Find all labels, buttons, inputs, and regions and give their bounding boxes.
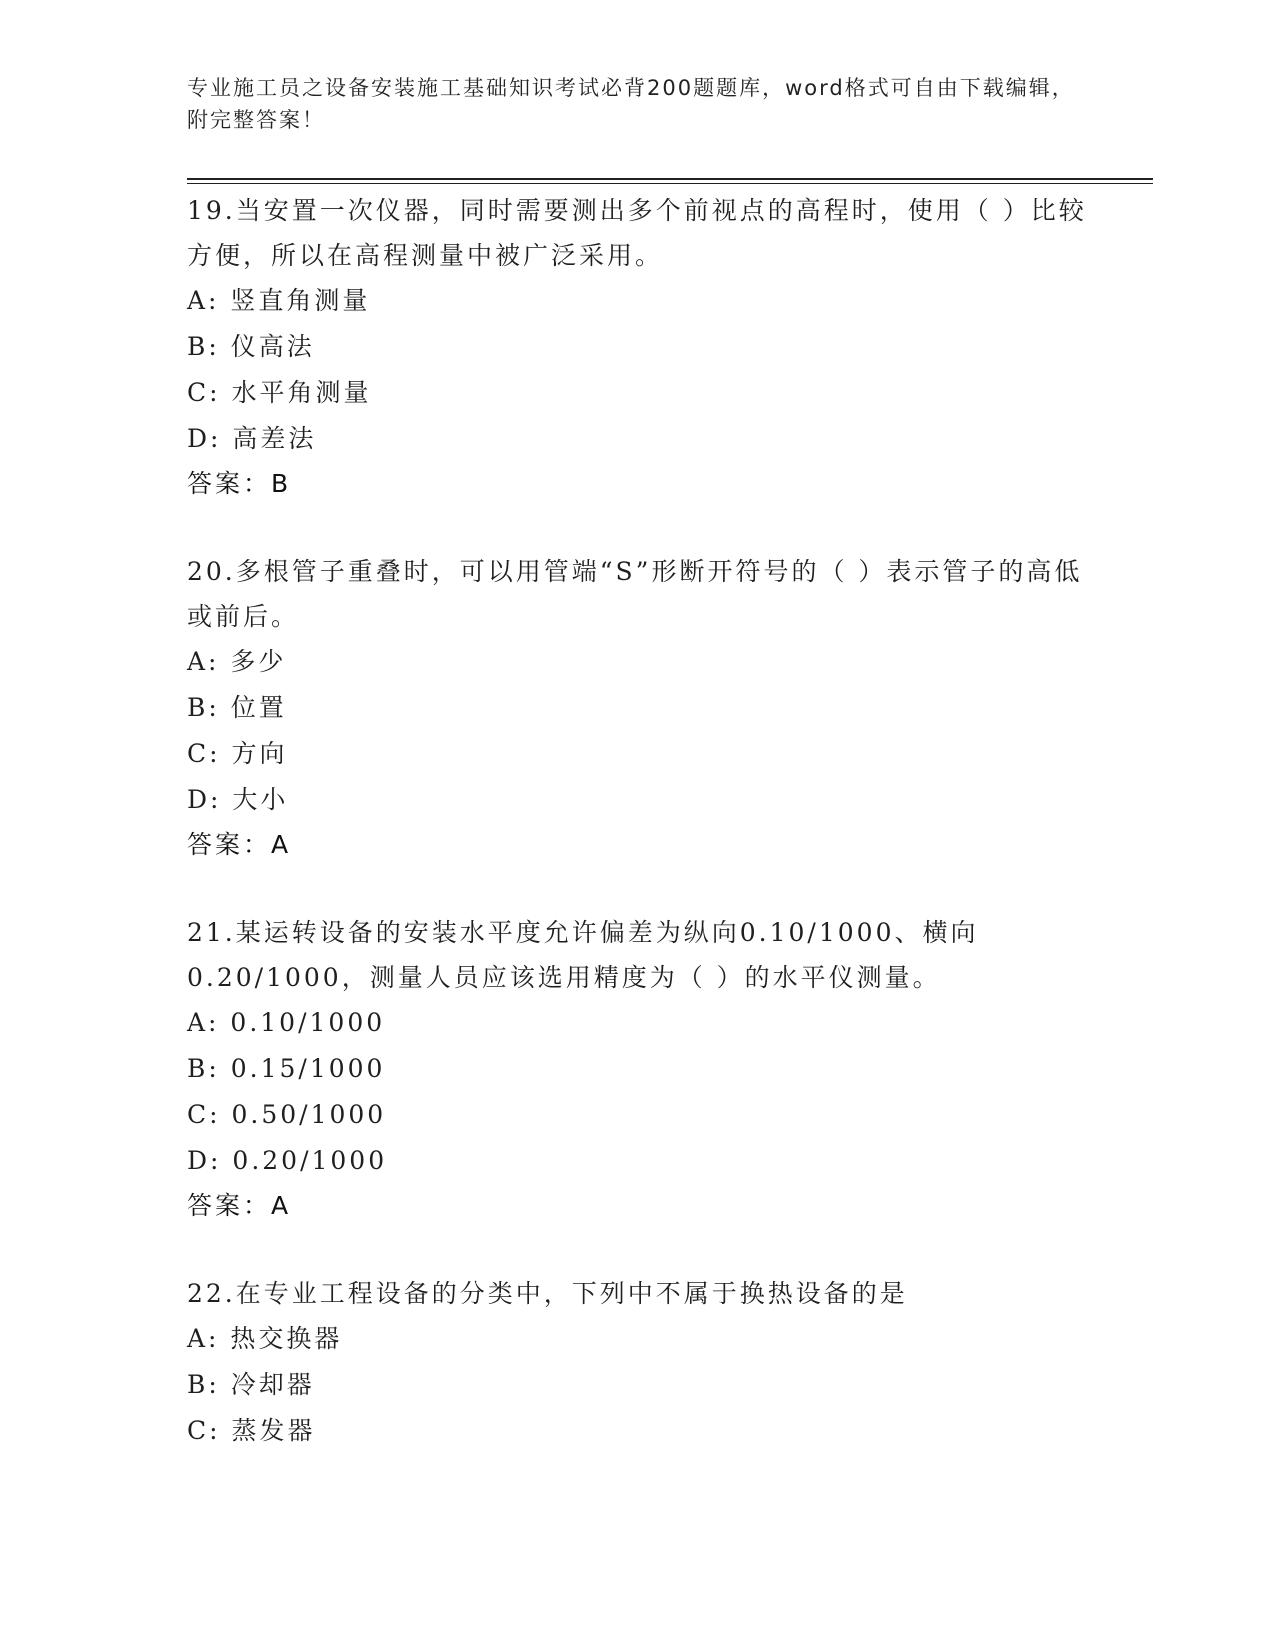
question-text: 19.当安置一次仪器，同时需要测出多个前视点的高程时，使用（ ）比较方便，所以在高程测量中被广泛采用。 <box>187 196 1087 270</box>
question-text: 21.某运转设备的安装水平度允许偏差为纵向0.10/1000、横向0.20/1000，测量人员应该选用精度为（ ）的水平仪测量。 <box>187 918 979 992</box>
question-spacer <box>187 867 1087 910</box>
question-spacer <box>187 1228 1087 1271</box>
option-c: C: 蒸发器 <box>187 1416 316 1445</box>
question-21 <box>187 910 1087 1228</box>
question-text: 22.在专业工程设备的分类中，下列中不属于换热设备的是 <box>187 1279 908 1308</box>
option-c: C: 水平角测量 <box>187 378 372 407</box>
option-d: D: 大小 <box>187 785 289 814</box>
option-b: B: 位置 <box>187 693 287 722</box>
option-b: B: 冷却器 <box>187 1370 315 1399</box>
header-divider-thick <box>187 178 1153 180</box>
option-a: A: 多少 <box>187 647 287 676</box>
option-a: A: 0.10/1000 <box>187 1008 386 1037</box>
question-20 <box>187 549 1087 867</box>
option-b: B: 0.15/1000 <box>187 1054 386 1083</box>
option-c: C: 0.50/1000 <box>187 1100 387 1129</box>
question-list <box>187 188 1087 1454</box>
answer-label: 答案：A <box>187 1191 292 1220</box>
option-b: B: 仪高法 <box>187 332 315 361</box>
header-divider-thin <box>187 183 1153 184</box>
option-d: D: 0.20/1000 <box>187 1146 388 1175</box>
question-spacer <box>187 506 1087 549</box>
question-22 <box>187 1271 1087 1454</box>
question-text: 20.多根管子重叠时，可以用管端“S”形断开符号的（ ）表示管子的高低或前后。 <box>187 557 1083 631</box>
option-d: D: 高差法 <box>187 424 317 453</box>
option-a: A: 竖直角测量 <box>187 286 371 315</box>
answer-label: 答案：B <box>187 469 292 498</box>
question-19 <box>187 188 1087 506</box>
answer-label: 答案：A <box>187 830 292 859</box>
option-c: C: 方向 <box>187 739 288 768</box>
document-header: 专业施工员之设备安装施工基础知识考试必背200题题库，word格式可自由下载编辑，附完整答案！ <box>187 76 1075 132</box>
option-a: A: 热交换器 <box>187 1324 343 1353</box>
